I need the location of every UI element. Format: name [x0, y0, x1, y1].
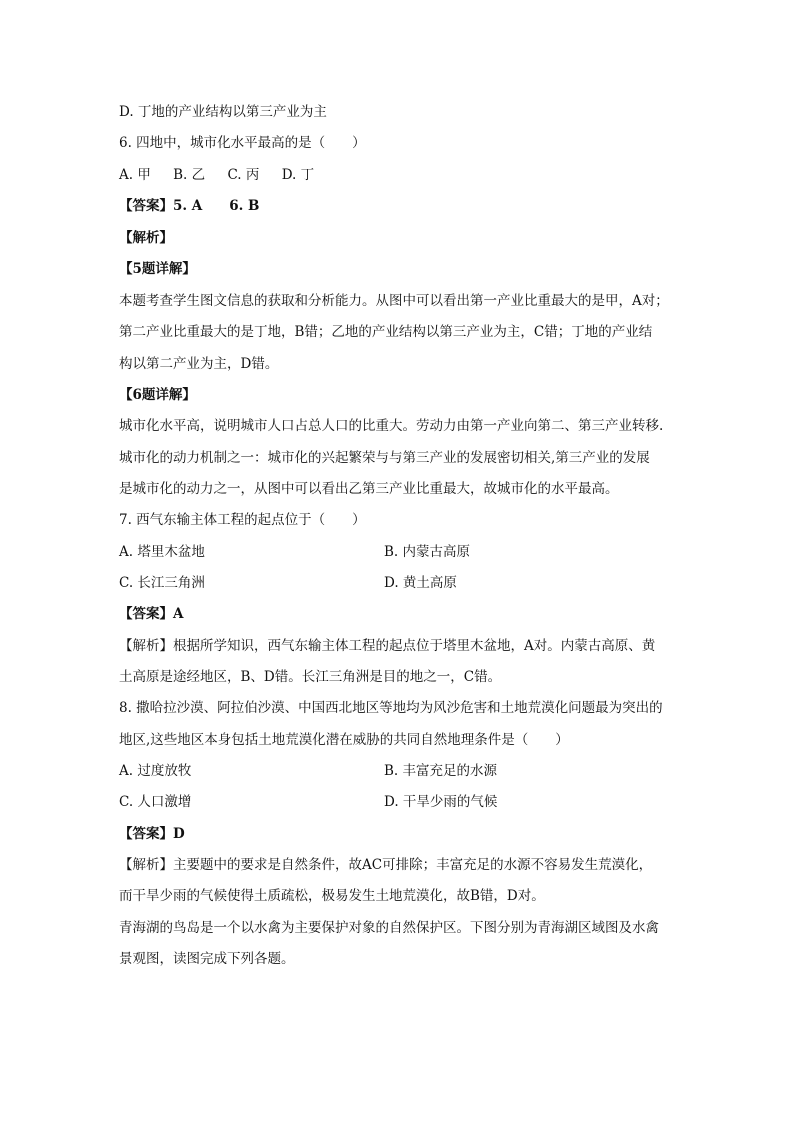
q7-option-b: B. 内蒙古高原 [384, 544, 471, 560]
q6-explanation-2: 城市化的动力机制之一：城市化的兴起繁荣与与第三产业的发展密切相关,第三产业的发展 [119, 450, 650, 466]
q8-option-c: C. 人口激增 [119, 794, 192, 810]
q8-option-a: A. 过度放牧 [119, 763, 192, 779]
q5-detail-heading: 【5题详解】 [119, 261, 196, 277]
question-7: 7. 西气东输主体工程的起点位于（ ） [119, 512, 366, 528]
question-8-line-2: 地区,这些地区本身包括土地荒漠化潜在威胁的共同自然地理条件是（ ） [119, 732, 569, 748]
q6-detail-heading: 【6题详解】 [119, 387, 196, 403]
answer-8: 【答案】D [119, 826, 185, 842]
q7-analysis-2: 土高原是途经地区，B、D错。长江三角洲是目的地之一，C错。 [119, 669, 502, 685]
q6-option-c: C. 丙 [227, 167, 260, 183]
q8-option-b: B. 丰富充足的水源 [384, 763, 498, 779]
q6-option-d: D. 丁 [281, 167, 315, 183]
q7-option-c: C. 长江三角洲 [119, 575, 205, 591]
q5-explanation-3: 构以第二产业为主，D错。 [119, 356, 279, 372]
q5-option-d: D. 丁地的产业结构以第三产业为主 [119, 104, 327, 120]
q6-explanation-1: 城市化水平高，说明城市人口占总人口的比重大。劳动力由第一产业向第二、第三产业转移. [119, 418, 664, 434]
answer-5-6: 【答案】5. A 6. B [119, 198, 260, 214]
q6-options [119, 166, 314, 184]
q7-analysis-1: 【解析】根据所学知识，西气东输主体工程的起点位于塔里木盆地，A对。内蒙古高原、黄 [119, 638, 656, 654]
passage-intro-1: 青海湖的鸟岛是一个以水禽为主要保护对象的自然保护区。下图分别为青海湖区域图及水禽 [119, 920, 659, 936]
q5-explanation-2: 第二产业比重最大的是丁地，B错；乙地的产业结构以第三产业为主，C错；丁地的产业结 [119, 324, 653, 340]
q7-option-a: A. 塔里木盆地 [119, 544, 205, 560]
analysis-heading: 【解析】 [119, 230, 173, 246]
q7-option-d: D. 黄土高原 [384, 575, 457, 591]
question-8-line-1: 8. 撒哈拉沙漠、阿拉伯沙漠、中国西北地区等地均为风沙危害和土地荒漠化问题最为突出的 [119, 700, 663, 716]
q6-explanation-3: 是城市化的动力之一，从图中可以看出乙第三产业比重最大，故城市化的水平最高。 [119, 481, 619, 497]
q8-analysis-2: 而干旱少雨的气候使得土质疏松，极易发生土地荒漠化，故B错，D对。 [119, 888, 545, 904]
q8-analysis-1: 【解析】主要题中的要求是自然条件，故AC可排除；丰富充足的水源不容易发生荒漠化， [119, 857, 653, 873]
passage-intro-2: 景观图，读图完成下列各题。 [119, 951, 295, 967]
answer-7: 【答案】A [119, 606, 184, 622]
question-6: 6. 四地中，城市化水平最高的是（ ） [119, 135, 366, 151]
q5-explanation-1: 本题考查学生图文信息的获取和分析能力。从图中可以看出第一产业比重最大的是甲，A对； [119, 293, 669, 309]
q8-option-d: D. 干旱少雨的气候 [384, 794, 498, 810]
q6-option-a: A. 甲 [119, 167, 151, 183]
q6-option-b: B. 乙 [173, 167, 206, 183]
